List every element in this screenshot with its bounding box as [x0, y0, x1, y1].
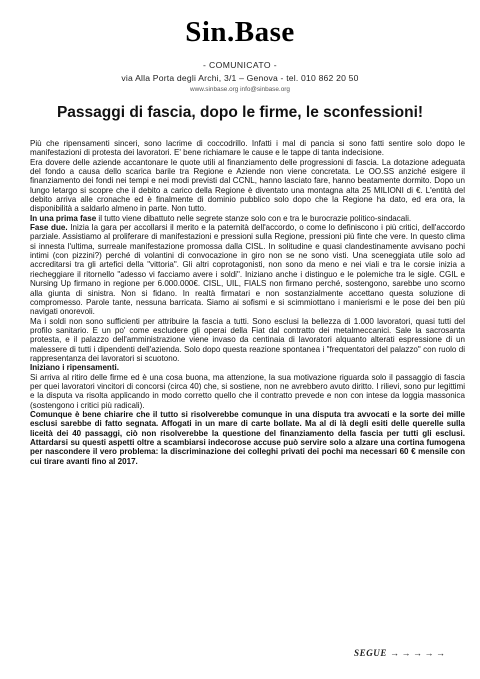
paragraph-reconsiderations: Si arriva al ritiro delle firme ed è una cosa buona, ma attenzione, la sua motivazione riguarda solo il passaggio di fascia per quei lavoratori vincitori di concorsi (circa 40) che, si sostiene, non ne avrebbero avuto diritto. I rilievi, sono pur legittimi e la disputa va risolta applicando in modo corretto quello che il contratto prevede e non con intese da loggia massonica (sostengono i critici più radicali). [30, 372, 465, 410]
paragraph-exclusions: Ma i soldi non sono sufficienti per attribuire la fascia a tutti. Sono esclusi la bellezza di 1.000 lavoratori, quasi tutti del profilo sanitario. E un po' come escludere gli operai della Fiat dal contratto dei metalmeccanici. Sale la sacrosanta protesta, e il palazzo dell'amministrazione viene invaso da centinaia di lavoratori alquanto alterati espressione di un malessere di tutti i dipendenti dell'azienda. Solo dopo questa reazione spontanea i "frequentatori del palazzo" con ruolo di rappresentanza dei lavoratori si scuotono. [30, 316, 465, 363]
phase-two-heading: Fase due. [30, 223, 68, 233]
website-line: www.sinbase.org info@sinbase.org [190, 86, 290, 93]
phase-two-text: Inizia la gara per accollarsi il merito e la paternità dell'accordo, o come lo definiscono i più critici, dell'accordo parziale. Assistiamo al proliferare di manifestazioni e pressioni sulla Regione, pressioni più finte che vere. In questo clima si innesta l'ultima, surreale manifestazione promossa dalla CISL. In solitudine e quasi clandestinamente avvisano pochi intimi (con pizzini?) perché di volantini di convocazione in giro non se ne sono visti. Una sceneggiata utile solo ad accreditarsi tra gli artefici della "vittoria". Gli altri coprotagonisti, non sono da meno e nei viali e tra le corsie inizia a riecheggiare il ritornello "adesso vi facciamo avere i soldi". Iniziano anche i distinguo e le polemiche tra le sigle. CGIL e Nursing Up firmano in regione per 6.000.000€. CISL, UIL, FIALS non firmano perché, sostengono, sarebbe uno scorno alla giunta di sinistra. Non si fidano. In realtà firmatari e non sostanzialmente accettano questa soluzione di compromesso. Parole tante, nessuna barricata. Siamo ai sofismi e si scimmiottano i manierismi e le pose dei ben più navigati onorevoli. [30, 223, 465, 317]
article-body [30, 139, 465, 466]
brand-logo: Sin.Base [185, 16, 295, 48]
communique-label: - COMUNICATO - [202, 60, 278, 70]
paragraph-phase-one [30, 214, 465, 223]
paragraph-intro: Più che ripensamenti sinceri, sono lacrime di coccodrillo. Infatti i mal di pancia si sono fatti sentire solo dopo le manifestazioni di protesta dei lavoratori. E' bene richiamare le cause e le tappe di tanta indecisione. [30, 139, 465, 158]
paragraph-phase-two [30, 223, 465, 316]
arrow-right-icon: → → → → → [390, 648, 446, 658]
paragraph-background: Era dovere delle aziende accantonare le quote utili al finanziamento delle progressioni di fascia. La dotazione adeguata del fondo a causa dello scarica barile tra Regione e Aziende non viene concretata. Le OO.SS anziché esigere il finanziamento dei fondi nei tempi e nei modi previsti dal CCNL, hanno lasciato fare, hanno beatamente dormito. Dopo un lungo letargo si scopre che il debito a carico della Regione è diventato una montagna alta 25 MILIONI di €. L'entità del debito arriva alle cronache ed è finalmente di dominio pubblico solo dopo che la Regione ha dato, ed era ora, la disponibilità a saldarlo almeno in parte. Non tutto. [30, 157, 465, 214]
reconsiderations-heading: Iniziano i ripensamenti. [30, 363, 119, 373]
phase-one-heading: In una prima fase [30, 213, 97, 223]
paragraph-conclusion: Comunque è bene chiarire che il tutto si risolverebbe comunque in una disputa tra avvocati e la sorte dei mille esclusi sarebbe di fatto segnata. Affogati in un mare di carte bollate. Ma al di là degli esiti delle querelle sulla liceità dei 40 passaggi, ciò non risolverebbe la questione del finanziamento della fascia per tutti gli esclusi. Attardarsi su questi aspetti oltre a scambiarsi indecorose accuse può servire solo a alzare una cortina fumogena per nascondere il vero problema: la discriminazione dei colleghi privati dei pochi ma necessari 60 € mensile con cui tirare avanti fino al 2017. [30, 409, 465, 466]
page-title: Passaggi di fascia, dopo le firme, le sconfessioni! [56, 104, 424, 121]
address-line: via Alla Porta degli Archi, 3/1 – Genova - tel. 010 862 20 50 [121, 73, 359, 83]
segue-label: SEGUE [354, 648, 388, 658]
phase-one-text: il tutto viene dibattuto nelle segrete stanze solo con e tra le burocrazie politico-sindacali. [96, 213, 412, 223]
continued-indicator [354, 648, 445, 658]
